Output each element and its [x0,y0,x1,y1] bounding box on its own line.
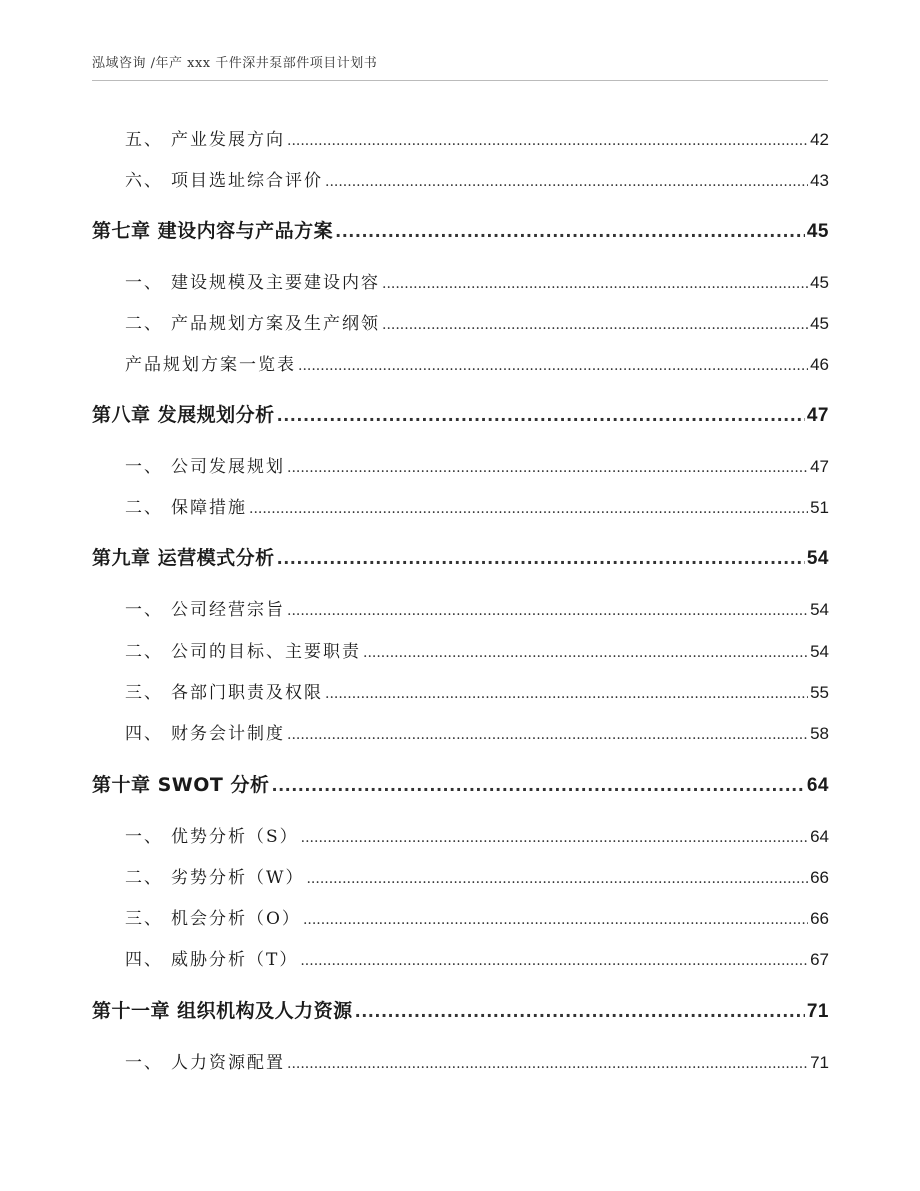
toc-entry-page: 45 [806,221,829,242]
toc-entry[interactable] [92,945,829,970]
toc-entry-title: 财务会计制度 [171,724,285,744]
toc-entry[interactable] [92,863,829,888]
toc-entry[interactable] [92,125,829,150]
toc-leader-dots [277,549,805,568]
toc-leader-dots [277,406,805,425]
toc-entry-title: 各部门职责及权限 [171,683,323,703]
toc-entry-title: 建设规模及主要建设内容 [171,273,380,293]
toc-chapter-entry[interactable] [92,216,829,243]
toc-entry-page: 71 [810,1053,829,1072]
toc-entry[interactable] [92,719,829,744]
toc-entry[interactable] [92,822,829,847]
toc-leader-dots [287,727,808,743]
toc-entry-page: 55 [810,683,829,702]
toc-entry-page: 54 [810,600,829,619]
toc-entry-title: 威胁分析（T） [171,950,299,970]
toc-entry-page: 71 [806,1001,829,1022]
toc-entry-page: 54 [806,548,829,569]
toc-entry-title: 优势分析（S） [171,827,299,847]
toc-entry-title: 产业发展方向 [171,130,285,150]
toc-chapter-title: 第八章 发展规划分析 [92,404,275,426]
toc-entry-title: 人力资源配置 [171,1053,285,1073]
toc-entry-page: 47 [806,405,829,426]
toc-leader-dots [301,830,808,846]
toc-entry-number: 四、 [125,724,163,744]
toc-entry-page: 54 [810,642,829,661]
toc-leader-dots [355,1002,805,1021]
toc-chapter-title: 第七章 建设内容与产品方案 [92,220,334,242]
toc-leader-dots [271,776,804,795]
toc-leader-dots [287,1056,808,1072]
toc-chapter-entry[interactable] [92,996,829,1023]
toc-entry-page: 42 [810,130,829,149]
toc-leader-dots [363,645,808,661]
toc-entry-title: 机会分析（O） [171,909,301,929]
toc-entry-title: 产品规划方案一览表 [125,355,296,375]
toc-entry-number: 一、 [125,1053,163,1073]
toc-entry-title: 项目选址综合评价 [171,171,323,191]
toc-entry-number: 三、 [125,683,163,703]
toc-entry-title: 劣势分析（W） [171,868,305,888]
toc-entry-title: 公司的目标、主要职责 [171,642,361,662]
toc-chapter-title: 第十章 SWOT 分析 [92,774,270,796]
toc-entry-number: 一、 [125,457,163,477]
toc-leader-dots [325,686,808,702]
toc-entry-page: 45 [810,314,829,333]
toc-leader-dots [335,222,805,241]
toc-entry-page: 67 [810,950,829,969]
page-header: 泓域咨询 /年产 xxx 千件深井泵部件项目计划书 [92,56,378,71]
toc-leader-dots [325,174,808,190]
toc-entry-number: 一、 [125,273,163,293]
toc-entry[interactable] [92,678,829,703]
toc-chapter-title: 第九章 运营模式分析 [92,547,275,569]
toc-entry-title: 公司经营宗旨 [171,600,285,620]
toc-leader-dots [306,871,808,887]
toc-entry[interactable] [92,268,829,293]
toc-leader-dots [287,603,808,619]
toc-entry[interactable] [92,1048,829,1073]
toc-leader-dots [287,133,808,149]
toc-entry-number: 五、 [125,130,163,150]
toc-entry-page: 66 [810,909,829,928]
toc-chapter-entry[interactable] [92,400,829,427]
toc-entry-number: 四、 [125,950,163,970]
toc-entry-title: 公司发展规划 [171,457,285,477]
toc-entry-number: 一、 [125,600,163,620]
toc-entry-page: 58 [810,724,829,743]
toc-leader-dots [382,276,808,292]
toc-entry-page: 51 [810,498,829,517]
toc-leader-dots [303,912,808,928]
toc-entry-number: 一、 [125,827,163,847]
toc-entry-title: 保障措施 [171,498,247,518]
toc-entry-page: 43 [810,171,829,190]
toc-entry[interactable] [92,350,829,375]
toc-entry-page: 64 [806,775,829,796]
toc-leader-dots [298,358,808,374]
toc-entry-number: 六、 [125,171,163,191]
toc-entry-page: 45 [810,273,829,292]
toc-leader-dots [287,460,808,476]
toc-entry-page: 66 [810,868,829,887]
toc-entry-page: 47 [810,457,829,476]
toc-entry-number: 三、 [125,909,163,929]
header-divider [92,80,828,81]
toc-entry-page: 64 [810,827,829,846]
toc-entry-title: 产品规划方案及生产纲领 [171,314,380,334]
toc-entry-number: 二、 [125,642,163,662]
toc-leader-dots [382,317,808,333]
toc-entry-number: 二、 [125,868,163,888]
toc-entry-number: 二、 [125,314,163,334]
toc-leader-dots [249,501,808,517]
toc-chapter-title: 第十一章 组织机构及人力资源 [92,1000,353,1022]
toc-entry-number: 二、 [125,498,163,518]
toc-leader-dots [300,953,808,969]
toc-entry[interactable] [92,309,829,334]
toc-chapter-entry[interactable] [92,770,829,797]
toc-entry[interactable] [92,493,829,518]
toc-entry[interactable] [92,637,829,662]
toc-entry[interactable] [92,595,829,620]
toc-entry[interactable] [92,904,829,929]
toc-entry-page: 46 [810,355,829,374]
toc-chapter-entry[interactable] [92,543,829,570]
toc-entry[interactable] [92,166,829,191]
toc-entry[interactable] [92,452,829,477]
